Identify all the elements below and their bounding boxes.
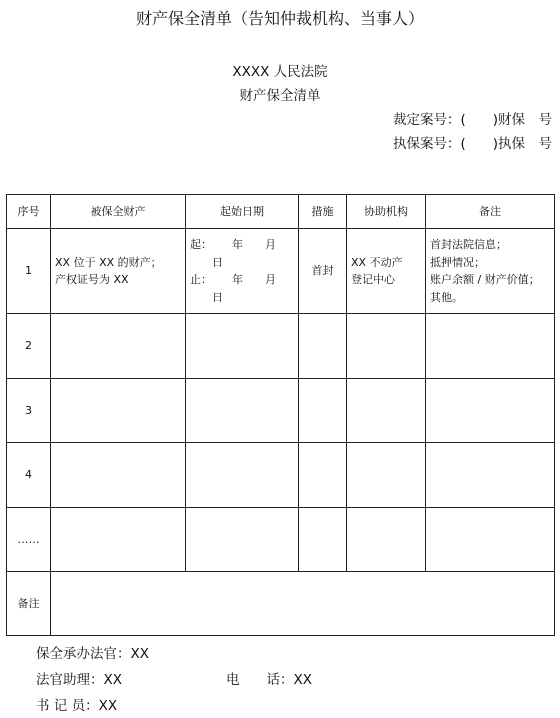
property-cell [51,229,186,314]
header-no: 序号 [7,195,51,229]
row-number: 2 [7,314,51,379]
table-row [7,229,555,314]
property-line: XX 位于 XX 的财产； [55,255,162,269]
list-name: 财产保全清单 [239,88,321,104]
footer-judge: 保全承办法官：XX [36,646,149,662]
remark-row-content [51,572,555,636]
remark-line: 账户余额 / 财产价值； [430,273,540,287]
footer-assistant: 法官助理：XX [36,672,122,688]
header-date: 起始日期 [186,195,299,229]
header-agency: 协助机构 [347,195,426,229]
footer-clerk: 书 记 员：XX [36,698,118,714]
row-number: 4 [7,443,51,508]
table-header-row [7,195,555,229]
table-row [7,443,555,508]
table-row [7,507,555,572]
table-row [7,378,555,443]
remark-line: 抵押情况； [430,255,485,269]
remark-row [7,572,555,636]
court-name: XXXX 人民法院 [232,64,328,80]
preservation-table [6,194,555,636]
agency-cell [347,229,426,314]
header-measure: 措施 [299,195,347,229]
agency-line: XX 不动产 [351,255,403,269]
start-date: 起： 年 月日 [190,237,276,269]
footer-phone: 电 话：XX [226,672,312,688]
date-cell [186,229,299,314]
measure-cell: 首封 [299,229,347,314]
table-row [7,314,555,379]
execution-case-number: 执保案号：( )执保 号 [392,136,552,152]
remark-cell [426,229,555,314]
row-number: 1 [7,229,51,314]
row-number: …… [7,507,51,572]
ruling-case-number: 裁定案号：( )财保 号 [392,112,552,128]
end-date: 止： 年 月日 [190,273,276,304]
row-number: 3 [7,378,51,443]
property-line: 产权证号为 XX [55,273,129,287]
header-property: 被保全财产 [51,195,186,229]
start-label: 起： [190,237,212,251]
page-title: 财产保全清单（告知仲裁机构、当事人） [135,9,424,28]
remark-line: 其他。 [430,290,463,304]
header-remark: 备注 [426,195,555,229]
remark-row-label: 备注 [7,572,51,636]
end-label: 止： [190,273,212,287]
remark-line: 首封法院信息； [430,237,507,251]
agency-line: 登记中心 [351,273,395,287]
